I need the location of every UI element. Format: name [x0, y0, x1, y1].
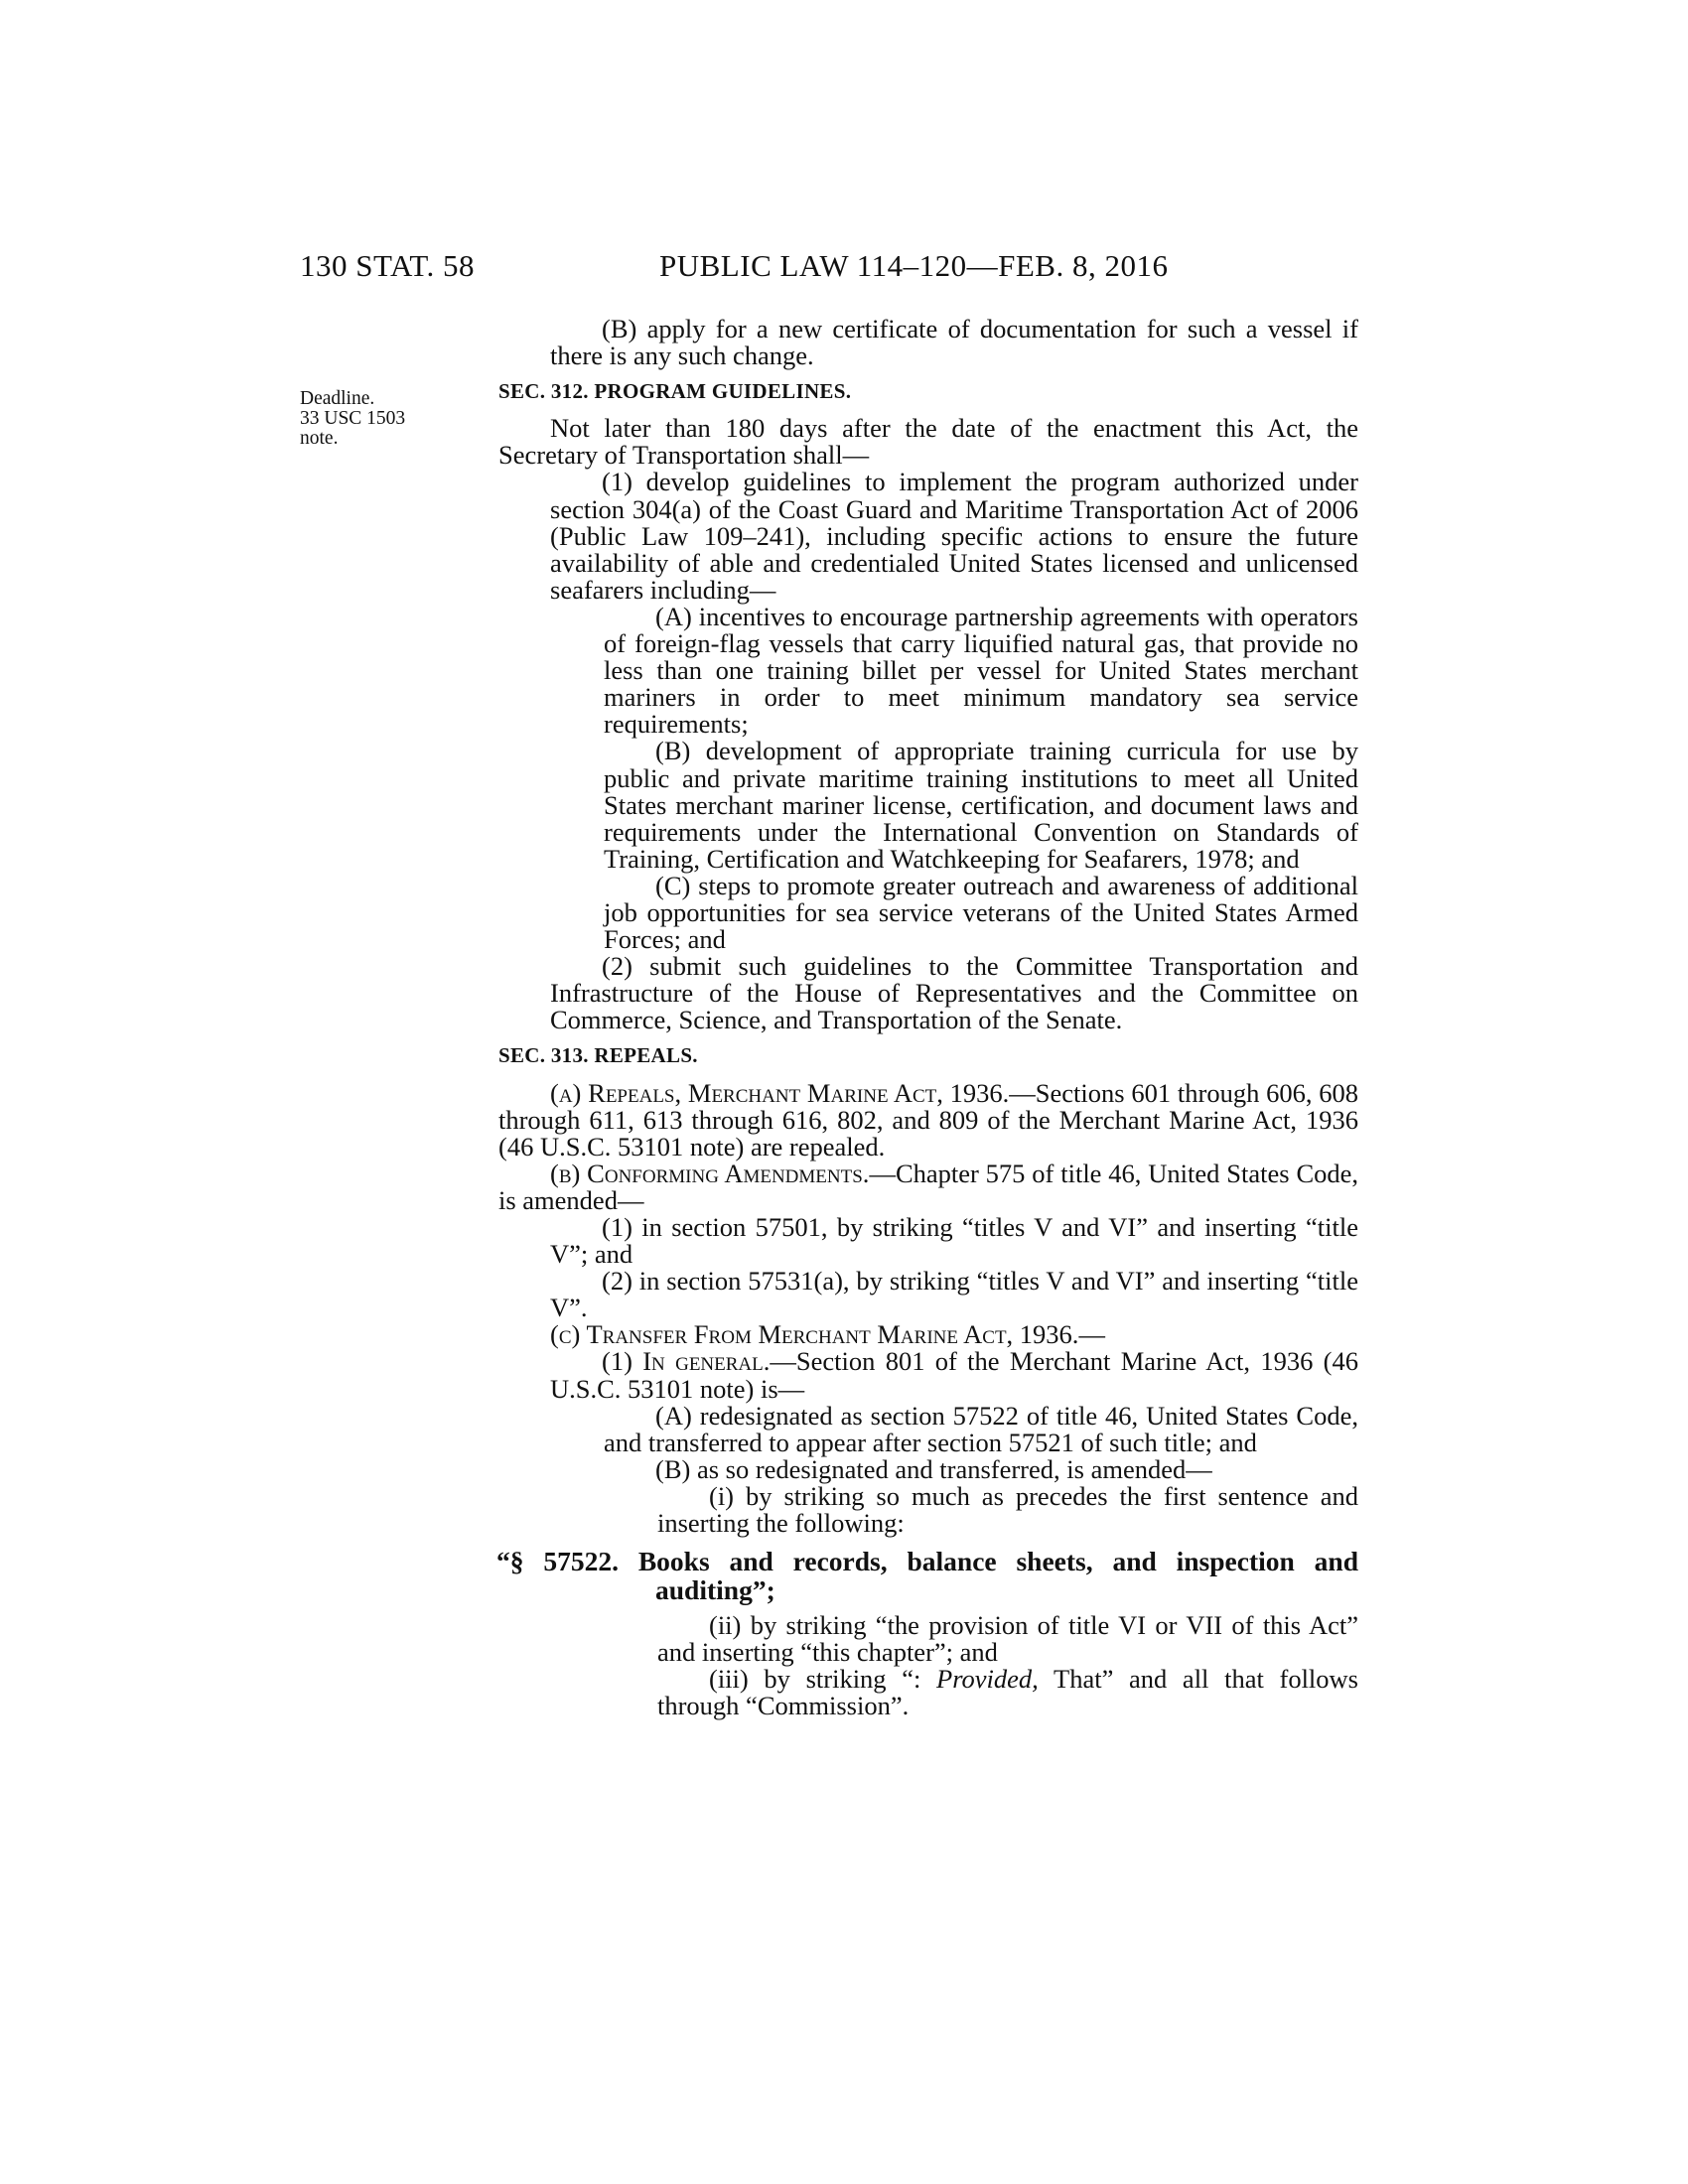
section-312-item-1b: (B) development of appropriate training curricula for use by public and private maritime training institutions to meet all United States merchant mariner license, certification, and document laws and requirements under the International Convention on Standards of Training, Certification and Watchkeeping for Seafarers, 1978; and [604, 736, 1358, 874]
section-313-b1: (1) in section 57501, by striking “titles V and VI” and inserting “title V”; and [550, 1212, 1358, 1270]
section-313-b-text: —Chapter 575 of title 46, United States Code, is amended— [498, 1158, 1359, 1215]
section-313-c1 [550, 1348, 1358, 1402]
section-313-c-label: (c) Transfer From Merchant Marine Act, 1936. [550, 1319, 1079, 1350]
section-313-c1b-i: (i) by striking so much as precedes the first sentence and inserting the following: [657, 1480, 1358, 1539]
section-313-c1-text: —Section 801 of the Merchant Marine Act, 1936 (46 U.S.C. 53101 note) is— [550, 1346, 1358, 1404]
margin-note-deadline: Deadline. [300, 388, 375, 409]
stat-page-number: 130 STAT. 58 [300, 248, 476, 283]
section-313-c1b-iii-b: That” and all that follows through “Commission”. [657, 1664, 1358, 1721]
section-313-b [498, 1160, 1358, 1214]
section-313-c1b: (B) as so redesignated and transferred, is amended— [655, 1453, 1212, 1484]
section-312-item-1: (1) develop guidelines to implement the program authorized under section 304(a) of the Coast Guard and Maritime Transportation Act of 2006 (Public Law 109–241), including specific actions to ensure the future availability of able and credentialed United States licensed and unlicensed seafarers including— [550, 467, 1358, 605]
section-313-c1b-iii-a: (iii) by striking “: [709, 1664, 937, 1695]
section-313-a [498, 1077, 1358, 1161]
section-312-item-2: (2) submit such guidelines to the Committee Transportation and Infrastructure of the House of Representatives and the Committee on Commerce, Science, and Transportation of the Senate. [550, 951, 1358, 1035]
section-313-c1b-iii [657, 1666, 1358, 1719]
section-313-b2: (2) in section 57531(a), by striking “titles V and VI” and inserting “title V”. [550, 1266, 1358, 1323]
section-313-b-label: (b) Conforming Amendments. [550, 1158, 870, 1188]
section-312-item-1c: (C) steps to promote greater outreach and awareness of additional job opportunities for sea service veterans of the United States Armed Forces; and [604, 870, 1358, 955]
section-313-a-label: (a) Repeals, Merchant Marine Act, 1936. [550, 1077, 1010, 1108]
section-313-c1b-iii-provided: Provided, [936, 1664, 1039, 1695]
margin-note-usc: 33 USC 1503 [300, 408, 406, 429]
section-313-a-text: —Sections 601 through 606, 608 through 611, 613 through 616, 802, and 809 of the Merchant Marine Act, 1936 (46 U.S.C. 53101 note) are repealed. [498, 1077, 1358, 1161]
page-title: PUBLIC LAW 114–120—FEB. 8, 2016 [659, 248, 1169, 283]
section-313-c-dash: — [1078, 1319, 1105, 1350]
section-312-item-1a: (A) incentives to encourage partnership agreements with operators of foreign-flag vessels that carry liquified natural gas, that provide no less than one training billet per vessel for United States merchant mariners in order to meet minimum mandatory sea service requirements; [604, 601, 1358, 740]
section-313-c1-label: (1) In general. [602, 1346, 771, 1377]
section-312-heading: SEC. 312. PROGRAM GUIDELINES. [498, 379, 852, 404]
paragraph-b-apply: (B) apply for a new certificate of documentation for such a vessel if there is any such change. [550, 314, 1358, 371]
margin-note-note: note. [300, 428, 339, 449]
section-313-heading: SEC. 313. REPEALS. [498, 1043, 698, 1068]
section-313-c1a: (A) redesignated as section 57522 of title 46, United States Code, and transferred to appear after section 57521 of such title; and [604, 1400, 1358, 1457]
section-313-c1b-ii: (ii) by striking “the provision of title VI or VII of this Act” and inserting “this chapter”; and [657, 1610, 1358, 1668]
inserted-section-heading: “§ 57522. Books and records, balance sheets, and inspection and auditing”; [496, 1546, 1358, 1606]
section-313-c [498, 1321, 1358, 1348]
margin-note [300, 389, 405, 449]
section-312-intro: Not later than 180 days after the date of the enactment this Act, the Secretary of Transportation shall— [498, 413, 1358, 471]
document-body [498, 316, 1358, 1720]
